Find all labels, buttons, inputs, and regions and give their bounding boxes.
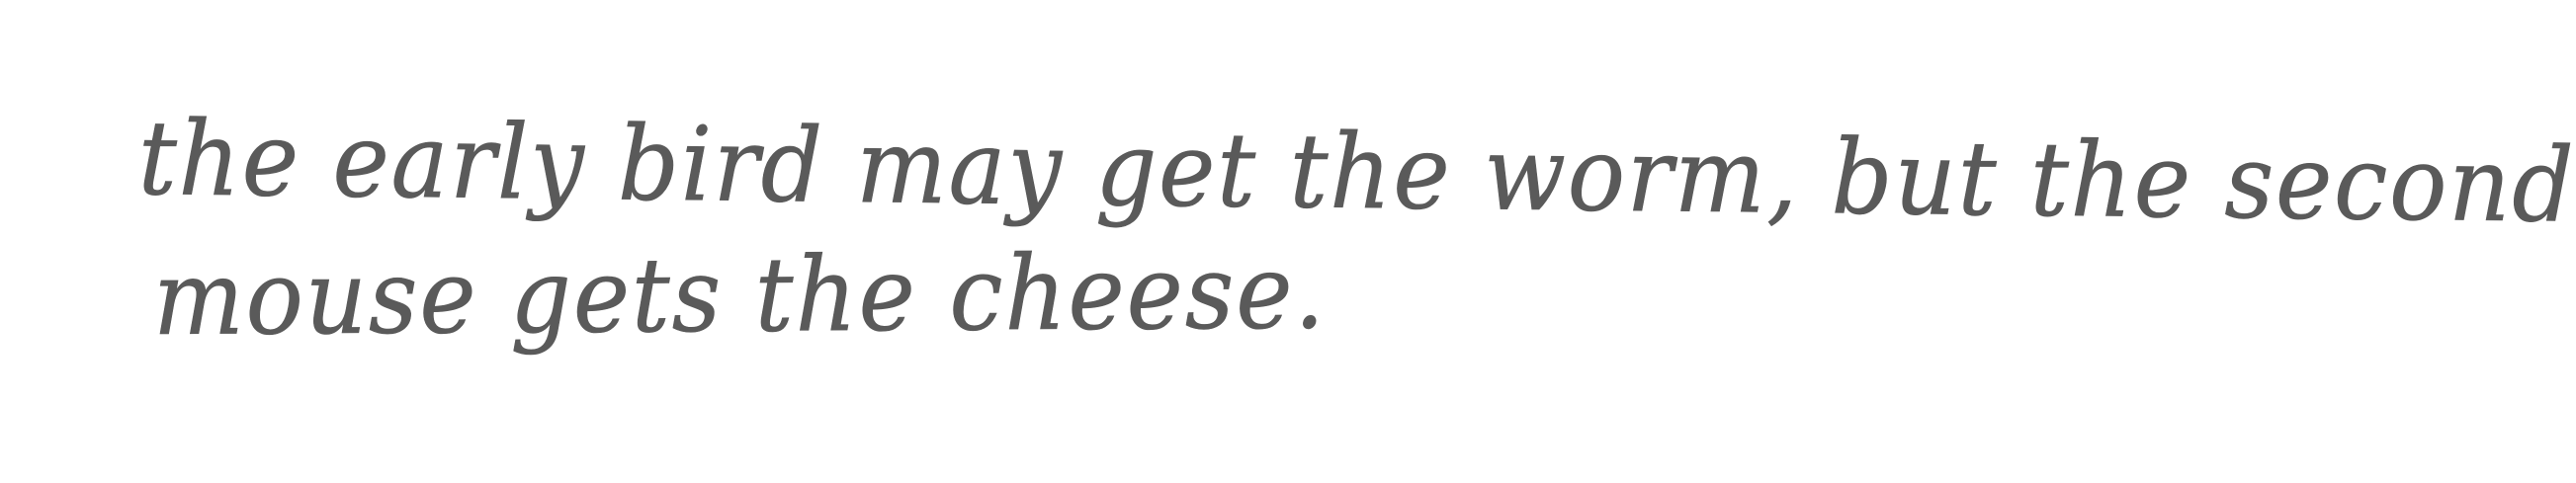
handwriting-line-2: mouse gets the cheese. [152,231,1328,359]
handwriting-line-1: the early bird may get the worm, but the second [137,98,2576,246]
